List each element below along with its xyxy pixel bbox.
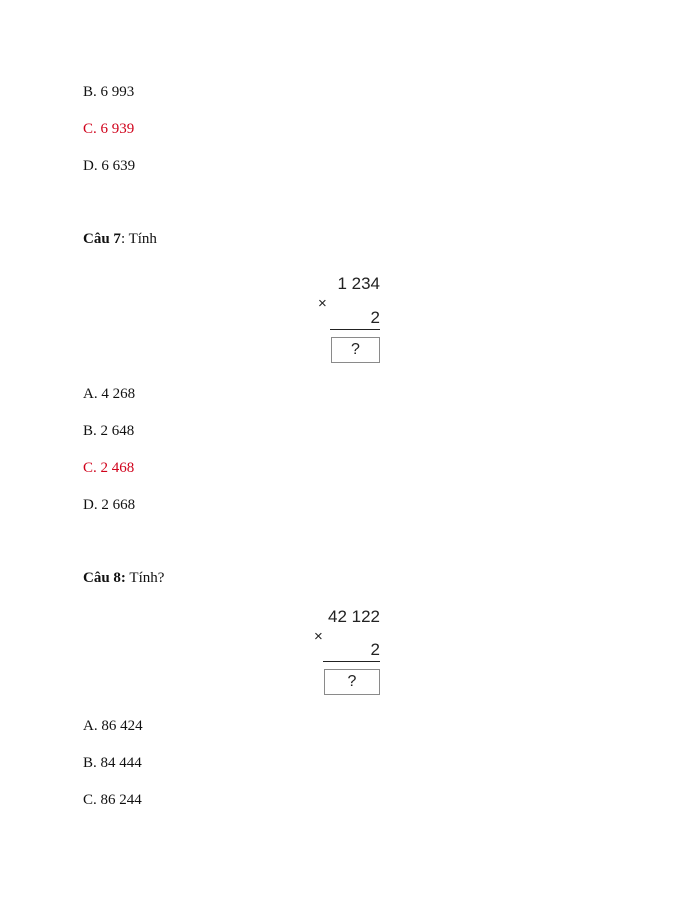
q7-result-line (330, 329, 380, 330)
q7-times-sign: × (318, 295, 327, 312)
q7-multiplication (318, 274, 380, 366)
q7-option-a: A. 4 268 (83, 386, 136, 402)
q8-title-text: Tính? (125, 570, 165, 586)
q8-option-b: B. 84 444 (83, 755, 142, 771)
q8-answer-box[interactable]: ? (324, 669, 380, 695)
q7-answer-box[interactable]: ? (331, 337, 380, 363)
q7-option-b: B. 2 648 (83, 423, 135, 439)
q8-multiplication (314, 607, 380, 697)
q7-title (83, 230, 157, 248)
q6-option-b: B. 6 993 (83, 84, 135, 100)
q7-title-text: : Tính (120, 231, 157, 247)
q8-option-c: C. 86 244 (83, 792, 142, 808)
q6-option-c: C. 6 939 (83, 121, 135, 137)
q8-option-a: A. 86 424 (83, 718, 143, 734)
q8-result-line (323, 661, 380, 662)
q6-option-d: D. 6 639 (83, 158, 136, 174)
q7-multiplicand: 1 234 (337, 274, 380, 293)
q8-multiplier: 2 (370, 640, 380, 659)
q7-title-label: Câu 7 (83, 231, 121, 247)
q7-option-d: D. 2 668 (83, 497, 136, 513)
q8-title-label: Câu 8: (83, 570, 126, 586)
q8-multiplicand: 42 122 (328, 607, 380, 626)
q7-multiplier: 2 (370, 308, 380, 327)
q7-option-c: C. 2 468 (83, 460, 135, 476)
q8-times-sign: × (314, 628, 323, 645)
q8-title (83, 569, 164, 587)
